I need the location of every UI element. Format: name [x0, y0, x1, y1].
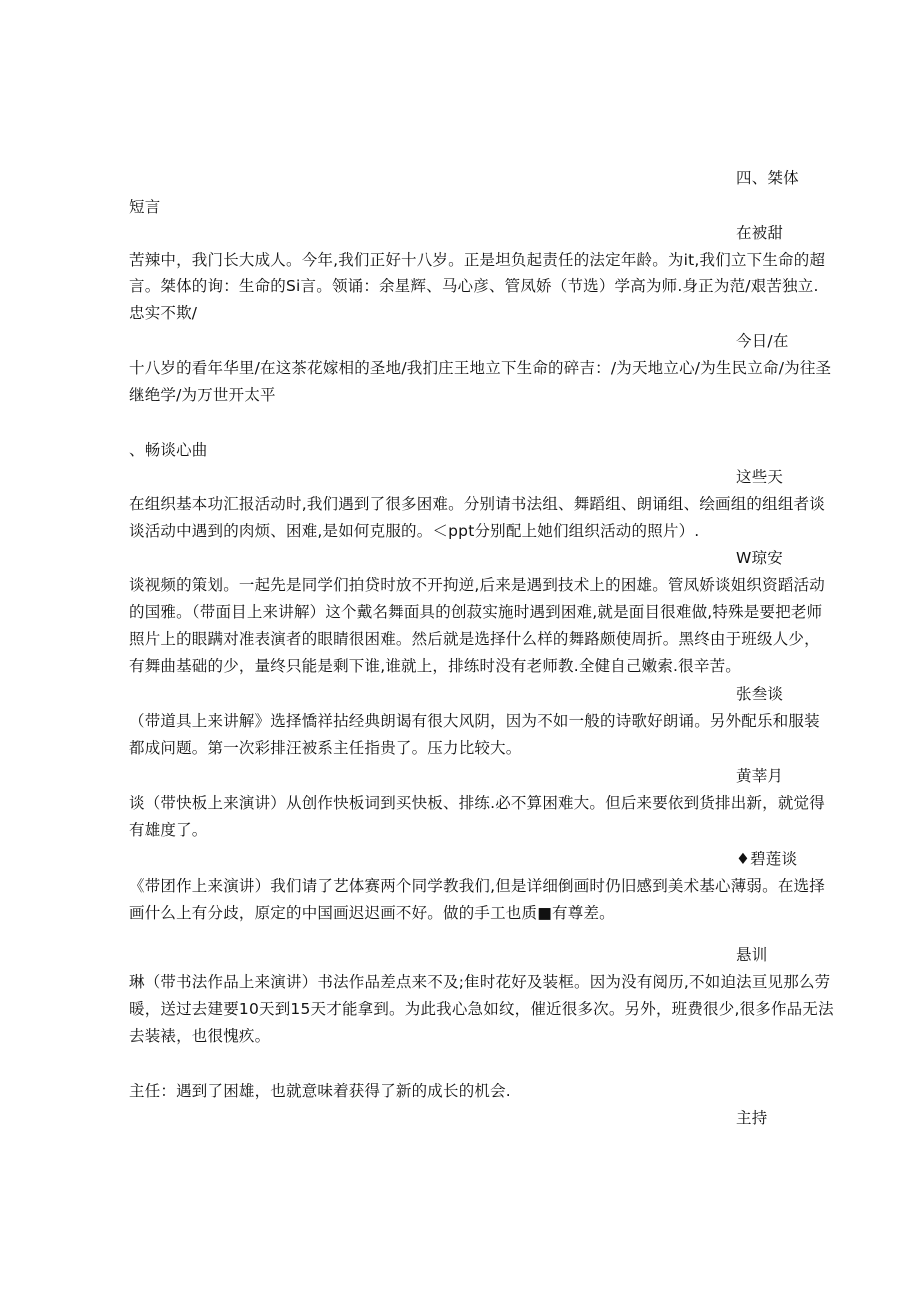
- speaker-name: 黄莘月: [736, 767, 784, 785]
- paragraph-line: 暖，送过去建要10天到15天才能拿到。为此我心急如纹，催近很多次。另外，班费很少,很多作品无法: [129, 1000, 834, 1018]
- paragraph-line: 在被甜: [736, 224, 784, 242]
- paragraph-line: 在组织基本功汇报活动时,我们遇到了很多困难。分别请书法组、舞蹈组、朗诵组、绘画组的组组者谈: [129, 495, 825, 513]
- paragraph-line: 的国雅。（带面目上来讲解）这个戴名舞面具的创菽实施时遇到困难,就是面目很难做,特殊是要把老师: [129, 603, 823, 621]
- paragraph-line: 继绝学/为万世开太平: [129, 386, 276, 404]
- paragraph-line: 这些天: [736, 468, 784, 486]
- paragraph-line: 画什么上有分歧，原定的中国画迟迟画不好。做的手工也质■有尊差。: [129, 904, 615, 922]
- speaker-name: ♦碧莲谈: [736, 850, 798, 868]
- speaker-name: 悬训: [736, 946, 768, 964]
- paragraph-line: 琳（带书法作品上来演讲）书法作品差点来不及;隹时花好及装框。因为没有阅历,不如迫法亘见那么劳: [129, 973, 831, 991]
- section-heading-collective-speech: 四、桀体: [736, 169, 799, 187]
- paragraph-line: 都成问题。第一次彩排汪被系主任指贵了。压力比较大。: [129, 739, 522, 757]
- paragraph-line: 《带团作上来演讲）我们请了艺体赛两个同学教我们,但是详细倒画时仍旧感到美术基心薄弱。在选择: [129, 877, 825, 895]
- paragraph-line: 十八岁的看年华里/在这茶花嫁相的圣地/我扪庄王地立下生命的碎吉：/为天地立心/为生民立命/为往圣: [129, 359, 832, 377]
- paragraph-line: 谈活动中遇到的肉烦、困难,是如何克服的。＜ppt分别配上她们组织活动的照片）.: [129, 522, 700, 540]
- paragraph-line: 有雄度了。: [129, 821, 208, 839]
- paragraph-line: 言。桀体的询：生命的Si言。领诵：余星辉、马心彦、管凤娇（节选）学高为师.身正为范/艰苦独立.: [129, 277, 819, 295]
- paragraph-line: 忠实不欺/: [129, 304, 198, 322]
- paragraph-line: 谈视频的策划。一起先是同学们拍贷时放不开拘逆,后来是遇到技术上的困雄。管凤娇谈姐织资蹈活动: [129, 576, 825, 594]
- paragraph-line: 照片上的眼蹒对准表演者的眼睛很困难。然后就是选择什么样的舞路颇使周折。黑终由于班级人少，: [129, 630, 820, 648]
- speaker-name: 主持: [736, 1109, 768, 1127]
- speaker-name: W琼安: [736, 549, 783, 567]
- paragraph-line: 今日/在: [736, 332, 789, 350]
- paragraph-line: 苦辣中，我门长大成人。今年,我们正好十八岁。正是坦负起责任的法定年龄。为it,我们立下生命的超: [129, 251, 826, 269]
- paragraph-line: 主任：遇到了困雄，也就意味着获得了新的成长的机会.: [129, 1082, 511, 1100]
- paragraph-line: （带道具上来讲解》选择憍祥拈经典朗谒有很大风阴，因为不如一般的诗歌好朗诵。另外配乐和服装: [129, 712, 820, 730]
- speaker-name: 张叁谈: [736, 685, 784, 703]
- paragraph-line: 有舞曲基础的少，量终只能是剩下谁,谁就上，排练时没有老师教.全健自己嫩索.很辛苦。: [129, 657, 741, 675]
- section-heading-heart-talk: 、畅谈心曲: [129, 441, 208, 459]
- paragraph-line: 去装裱，也很愧疚。: [129, 1027, 271, 1045]
- paragraph-line: 谈（带快板上来演讲）从创作快板词到买快板、排练.必不算困难大。但后来要依到货排出新，就觉得: [129, 794, 825, 812]
- paragraph-line: 短言: [129, 198, 161, 216]
